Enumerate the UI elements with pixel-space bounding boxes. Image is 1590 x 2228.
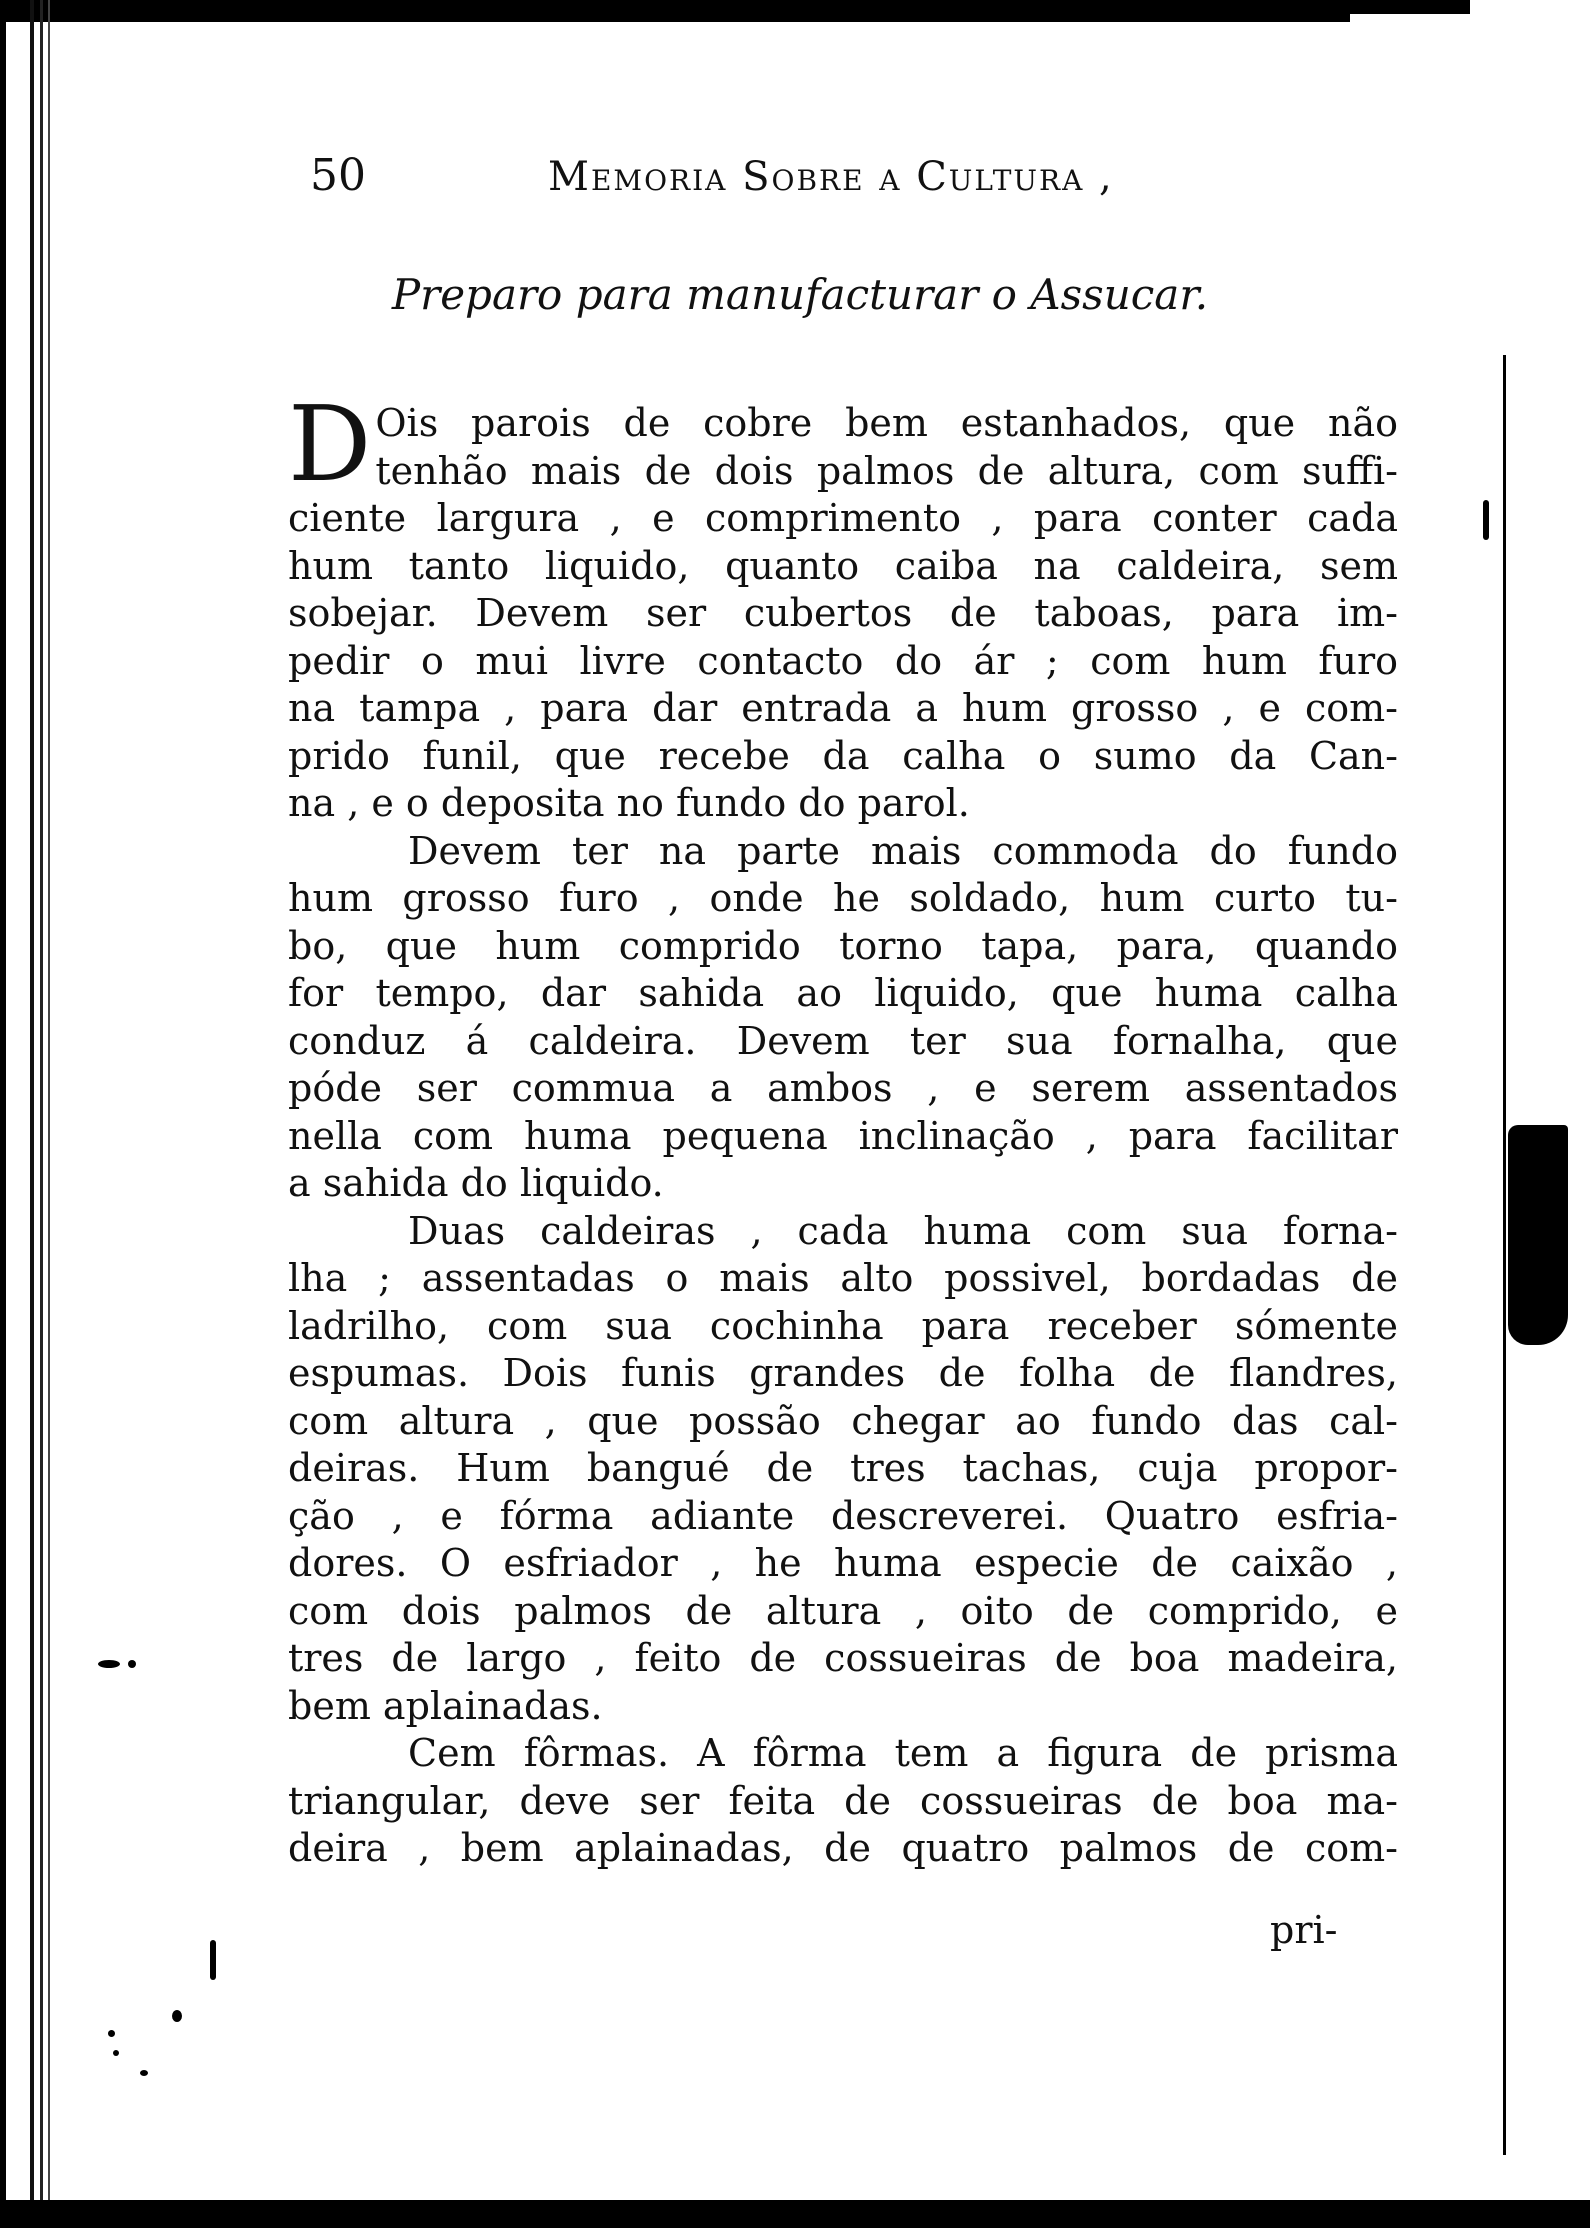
- text-line: triangular, deve ser feita de cossueiras de boa ma-: [288, 1778, 1398, 1823]
- text-line: deira , bem aplainadas, de quatro palmos de com-: [288, 1826, 1398, 1870]
- text-line: hum tanto liquido, quanto caiba na caldeira, sem: [288, 543, 1398, 588]
- text-line: prido funil, que recebe da calha o sumo da Can-: [288, 733, 1398, 778]
- scan-edge-top: [0, 0, 1350, 22]
- scan-mark: [1483, 500, 1489, 540]
- scan-speck: [140, 2070, 148, 2076]
- scan-edge-right-line: [1503, 355, 1506, 2155]
- text-line: ção , e fórma adiante descreverei. Quatro esfria-: [288, 1493, 1398, 1538]
- text-line: pedir o mui livre contacto do ár ; com hum furo: [288, 638, 1398, 683]
- scan-speck: [108, 2030, 115, 2037]
- text-line: lha ; assentadas o mais alto possivel, bordadas de: [288, 1256, 1398, 1300]
- text-line: tres de largo , feito de cossueiras de boa madeira,: [288, 1636, 1398, 1680]
- section-title: Preparo para manufacturar o Assucar.: [391, 270, 1209, 319]
- text-line: tenhão mais de dois palmos de altura, com suffi-: [375, 448, 1398, 493]
- body-text: [288, 383, 1398, 1873]
- text-line: hum grosso furo , onde he soldado, hum curto tu-: [288, 876, 1398, 920]
- text-line: Duas caldeiras , cada huma com sua forna-: [408, 1208, 1398, 1253]
- text-line: for tempo, dar sahida ao liquido, que huma calha: [288, 971, 1398, 1015]
- scan-edge-top-right: [1350, 0, 1470, 14]
- text-line: póde ser commua a ambos , e serem assentados: [288, 1066, 1398, 1110]
- page-header: [310, 150, 1230, 220]
- scan-edge-left-inner-3: [48, 0, 50, 2228]
- text-line: na tampa , para dar entrada a hum grosso , e com-: [288, 686, 1398, 730]
- text-line: deiras. Hum bangué de tres tachas, cuja propor-: [288, 1446, 1398, 1490]
- page-number: 50: [310, 150, 366, 201]
- text-line: com dois palmos de altura , oito de comprido, e: [288, 1588, 1398, 1633]
- scan-speck: [210, 1940, 216, 1980]
- text-line: na , e o deposita no fundo do parol.: [288, 781, 970, 825]
- text-line: conduz á caldeira. Devem ter sua fornalha, que: [288, 1018, 1398, 1063]
- scan-speck: [172, 2010, 182, 2022]
- drop-cap: D: [288, 383, 372, 505]
- text-line: espumas. Dois funis grandes de folha de flandres,: [288, 1351, 1398, 1395]
- text-line: dores. O esfriador , he huma especie de caixão ,: [288, 1541, 1398, 1585]
- scan-edge-left-inner-2: [40, 0, 43, 2228]
- text-line: bem aplainadas.: [288, 1683, 603, 1728]
- text-line: com altura , que possão chegar ao fundo das cal-: [288, 1398, 1398, 1443]
- text-line: bo, que hum comprido torno tapa, para, quando: [288, 923, 1398, 968]
- text-line: nella com huma pequena inclinação , para facilitar: [288, 1113, 1398, 1158]
- scan-speck: [113, 2050, 119, 2056]
- catchword: pri-: [1270, 1908, 1338, 1952]
- text-line: ciente largura , e comprimento , para conter cada: [288, 496, 1398, 540]
- text-line: Ois parois de cobre bem estanhados, que não: [375, 401, 1398, 445]
- text-line: sobejar. Devem ser cubertos de taboas, para im-: [288, 591, 1398, 635]
- scan-speck: [128, 1660, 136, 1668]
- scan-edge-left: [0, 0, 6, 2228]
- text-line: Cem fôrmas. A fôrma tem a figura de prisma: [408, 1731, 1398, 1775]
- text-line: a sahida do liquido.: [288, 1161, 664, 1205]
- text-line: Devem ter na parte mais commoda do fundo: [408, 828, 1398, 873]
- scan-speck: [98, 1660, 120, 1668]
- scan-edge-left-inner: [30, 0, 34, 2228]
- scan-ink-blot: [1508, 1125, 1568, 1345]
- scan-edge-bottom: [0, 2200, 1590, 2228]
- running-title: Memoria Sobre a Cultura ,: [548, 154, 1114, 200]
- text-line: ladrilho, com sua cochinha para receber sómente: [288, 1303, 1398, 1348]
